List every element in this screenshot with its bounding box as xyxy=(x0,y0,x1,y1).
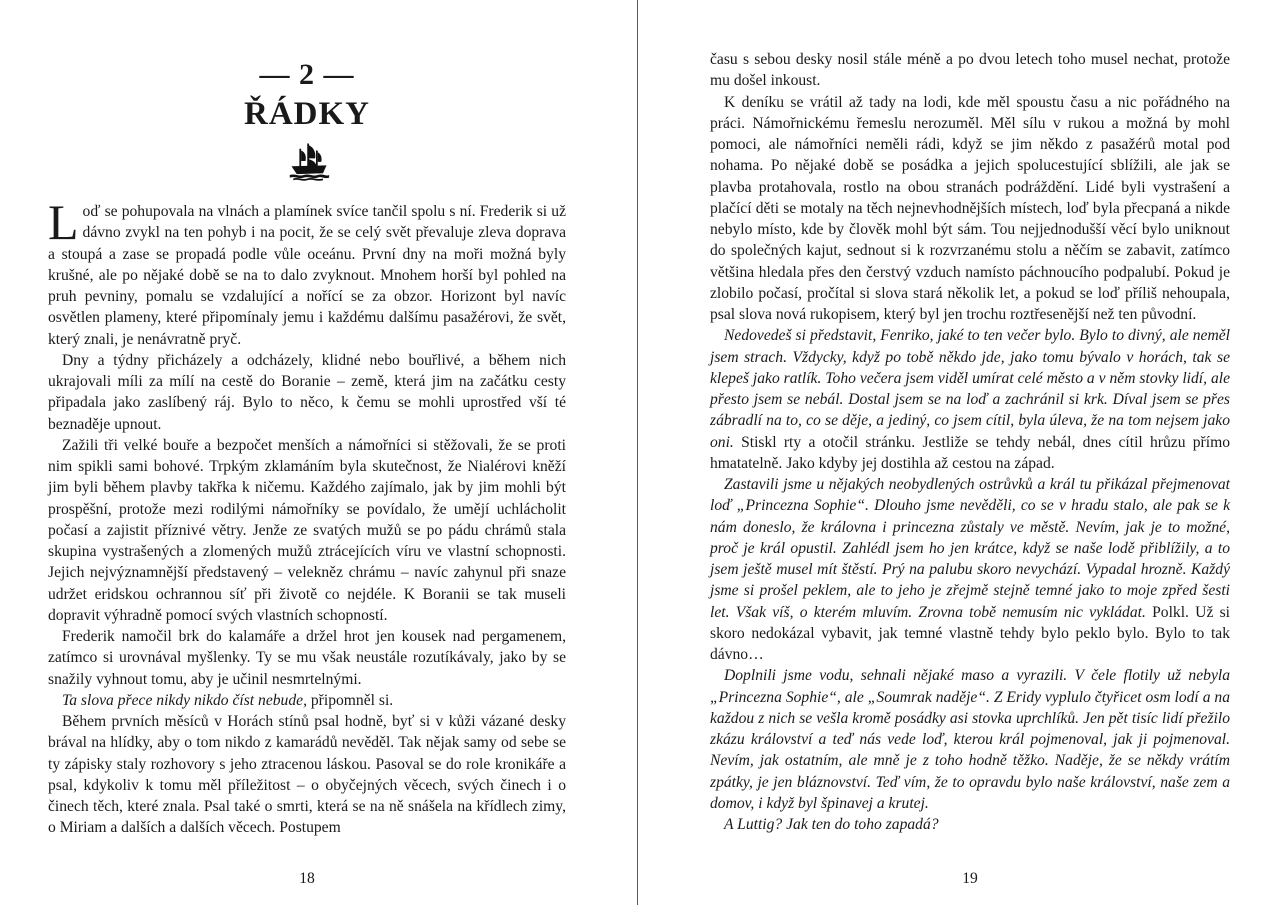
paragraph: času s sebou desky nosil stále méně a po dvou letech toho musel nechat, protože mu došel inkoust. xyxy=(710,51,1230,90)
chapter-number: — 2 — xyxy=(259,58,355,91)
paragraph: Zastavili jsme u nějakých neobydlených ostrůvků a král tu přikázal přejmenovat loď „Princezna Sophie“. Dlouho jsme nevěděli, co se v hradu stalo, ale pak se k nám doneslo, že královna i princezna zůstaly ve městě. Nevím, jak je to možné, proč je král opustil. Zahlédl jsem ho jen krátce, když se naše lodě přiblížily, a to jsem ještě musel mít štěstí. Prý na palubu skoro nevychází. Vypadal hrozně. Každý jsme si prošel peklem, ale to jeho je zřejmě stejně temné jako to moje zpřed šesti let. Však víš, o kterém mluvím. Zrovna tobě nemusím nic vykládat. Polkl. Už si skoro nedokázal vybavit, jak temné vlastně tehdy bylo peklo bylo. Bylo to tak dávno… xyxy=(710,476,1230,663)
paragraph: Nedovedeš si představit, Fenriko, jaké to ten večer bylo. Bylo to divný, ale neměl jsem strach. Vždycky, když po tobě někdo jde, jako tomu bývalo v horách, tak se klepeš jako ratlík. Toho večera jsem viděl umírat celé město a v něm stovky lidí, ale přesto jsem se nebál. Dostal jsem se na loď a zachránil si krk. Díval jsem se přes zábradlí na to, co se děje, a jediný, co jsem cítil, byla úleva, že na tom nejsem jako oni. Stiskl rty a otočil stránku. Jestliže se tehdy nebál, dnes cítil hrůzu přímo hmatatelně. Jako kdyby jej dostihla až cestou na západ. xyxy=(710,327,1230,472)
right-page xyxy=(710,0,1230,905)
paragraph: Frederik namočil brk do kalamáře a držel hrot jen kousek nad pergamenem, zatímco si urovnával myšlenky. Ty se mu však neustále rozutíkávaly, jako by se snažily vyhnout tomu, aby je učinil nesmrtelnými. xyxy=(48,628,566,688)
page-number-left: 18 xyxy=(299,870,315,887)
dropcap: L xyxy=(48,194,79,250)
paragraph: K deníku se vrátil až tady na lodi, kde měl spoustu času a nic pořádného na práci. Námořnickému řemeslu nerozuměl. Měl sílu v rukou a možná by mohl pomoci, ale námořníci neměli rádi, když se jim někdo z pasažérů motal pod nohama. Po nějaké době se posádka a jejich spolucestující sblížili, ale jak se plavba protahovala, rostlo na obou stranách podráždění. Lidé byli vystrašení a plačící děti se motaly na těch nejnevhodnějších místech, loď byla přecpaná a nikde nebylo místo, kde by člověk mohl být sám. Tou nejjednodušší věcí bylo uniknout do společných kajut, sednout si k rozvrzanému stolu a něčím se zabavit, zatímco většina hledala přes den čerstvý vzduch namísto páchnoucího podpalubí. Pokud je zlobilo počasí, pročítal si slova stará několik let, a pokud se loď příliš nehoupala, psal slova nová rukopisem, který byl jen trochu roztřesenější než ten původní. xyxy=(710,93,1230,323)
paragraph: Zažili tři velké bouře a bezpočet menších a námořníci si stěžovali, že se proti nim spikli sami bohové. Trpkým zklamáním byla skutečnost, že Nialérovi kněží jim byli během plavby takřka k ničemu. Každého zajímalo, jak by jim mohli být prospěšní, protože mezi rodilými námořníky se povídalo, že umějí uchlácholit počasí a zajistit příznivé větry. Jenže ze svatých mužů se po pádu chrámů stala skupina vystrašených a zlomených mužů ztrácejících víru ve vlastní schopnosti. Jejich nejvýznamnější představený – velekněz chrámu – navíc zahynul při snaze udržet eridskou ochrannou síť při životě co nejdéle. K Boranii se tak museli dopravit výhradně pomocí svých vlastních schopností. xyxy=(48,436,566,624)
paragraph: A Luttig? Jak ten do toho zapadá? xyxy=(724,816,939,833)
paragraph: Ta slova přece nikdy nikdo číst nebude, připomněl si. xyxy=(62,691,394,709)
italic-text: Nedovedeš si představit, Fenriko, jaké to ten večer bylo. Bylo to divný, ale neměl jsem strach. Vždycky, když po tobě někdo jde, jako tomu bývalo v horách, tak se klepeš jako ratlík. Toho večera jsem viděl umírat celé město a v něm stovky lidí, ale přesto jsem se nebál. Dostal jsem se na loď a zachránil si krk. Díval jsem se přes zábradlí na to, co se děje, a jediný, co jsem cítil, byla úleva, že na tom nejsem jako oni. xyxy=(710,327,1230,451)
page-gutter xyxy=(637,0,638,905)
left-page-text xyxy=(48,194,566,839)
left-page xyxy=(48,0,566,905)
paragraph: Během prvních měsíců v Horách stínů psal hodně, byť si v kůži vázané desky brával na hlídky, aby o tom nikdo z kamarádů nevěděl. Tak nějak samy od sebe se ty zápisky staly rozhovory s jeho ztracenou láskou. Pasoval se do role kronikáře a psal, kdykoliv k tomu měl příležitost – o obyčejných věcech, svých činech i o činech těch, které znala. Psal také o smrti, která se na ně snášela na křídlech zimy, o Miriam a dalších a dalších věcech. Postupem xyxy=(48,713,566,837)
paragraph: Doplnili jsme vodu, sehnali nějaké maso a vyrazili. V čele flotily už nebyla „Princezna Sophie“, ale „Soumrak naděje“. Z Eridy vyplulo čtyřicet osm lodí a na každou z nich se vešla kromě posádky asi stovka uprchlíků. Jen pět tisíc lidí přežilo zkázu království a teď nás vede loď, kterou král pojmenoval, jak ji pojmenoval. Nevím, jak ostatním, ale mně je z toho hodně těžko. Naděje, že se někdy vrátím zpátky, je jen bláznovství. Teď vím, že to opravdu bylo naše království, naše zem a domov, i když byl špinavej a krutej. xyxy=(710,667,1230,812)
right-page-text xyxy=(710,49,1230,835)
ship-icon xyxy=(288,140,330,182)
paragraph: Loď se pohupovala na vlnách a plamínek svíce tančil spolu s ní. Frederik si už dávno zvykl na ten pohyb i na pocit, že se celý svět převaluje zleva doprava a stoupá a zase se propadá podle vůle oceánu. První dny na moři možná byly krušné, ale po nějaké době se na to dalo zvyknout. Mnohem horší byl pohled na pruh pevniny, pomalu se vzdalující a nořící se za obzor. Horizont byl navíc osvětlen plameny, které připomínaly jemu i každému dalšímu pasažérovi, že svět, který znali, je nenávratně pryč. xyxy=(48,194,566,348)
paragraph: Dny a týdny přicházely a odcházely, klidné nebo bouřlivé, a během nich ukrajovali míli za mílí na cestě do Boranie – země, která jim na začátku cesty připadala jako zaslíbený ráj. Bylo to něco, k čemu se mohli uprostřed vší té beznaděje upnout. xyxy=(48,351,566,433)
page-number-right: 19 xyxy=(962,870,978,887)
italic-text: Ta slova přece nikdy nikdo číst nebude, xyxy=(62,691,307,709)
chapter-title: ŘÁDKY xyxy=(244,96,370,132)
italic-text: Zastavili jsme u nějakých neobydlených ostrůvků a král tu přikázal přejmenovat loď „Princezna Sophie“. Dlouho jsme nevěděli, co se v hradu stalo, ale pak se k nám doneslo, že královna i princezna zůstaly ve městě. Nevím, jak je to možné, proč je král opustil. Zahlédl jsem ho jen krátce, když se naše lodě přiblížily, a to jsem ještě musel mít štěstí. Prý na palubu skoro nevychází. Vypadal hrozně. Každý jsme si prošel peklem, ale to jeho je zřejmě stejně temné jako to moje zpřed šesti let. Však víš, o kterém mluvím. Zrovna tobě nemusím nic vykládat. xyxy=(710,476,1230,621)
